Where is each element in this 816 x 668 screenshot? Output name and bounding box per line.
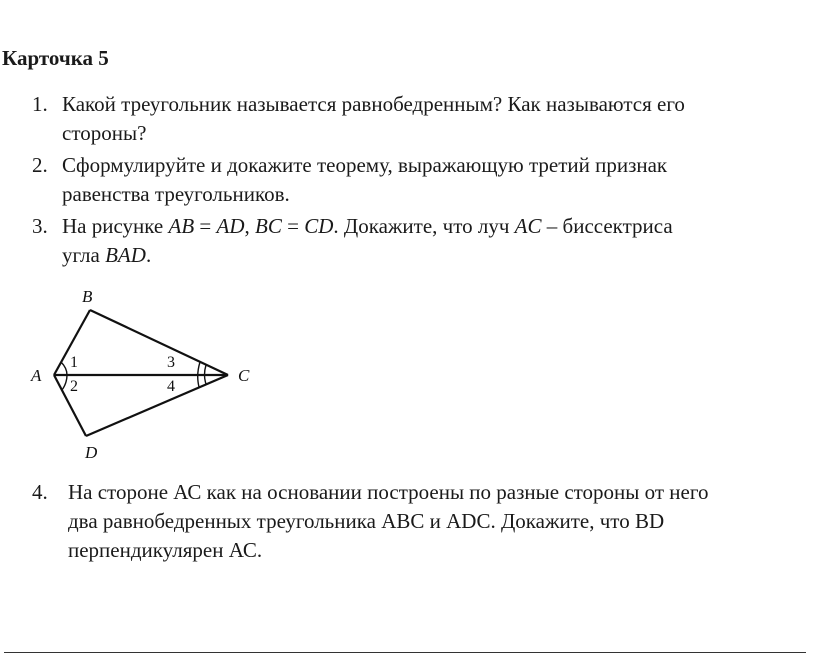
- segment-label: BC: [255, 214, 282, 238]
- vertex-label-b: B: [82, 287, 93, 306]
- question-line: перпендикулярен АС.: [68, 538, 263, 562]
- kite-figure: [0, 280, 300, 470]
- text-span: =: [281, 214, 305, 238]
- bottom-divider: [4, 652, 806, 653]
- text-span: =: [194, 214, 217, 238]
- text-span: . Докажите, что луч: [333, 214, 515, 238]
- question-text: [62, 212, 802, 270]
- question-number: 3.: [32, 214, 48, 238]
- angle-label: BAD: [105, 243, 146, 267]
- question-number: 2.: [32, 153, 48, 177]
- segment-bc: [90, 310, 228, 375]
- angle-label-4: 4: [167, 378, 175, 395]
- question-line: [62, 241, 802, 270]
- question-line: равенства треугольников.: [62, 182, 290, 206]
- vertex-label-a: A: [31, 366, 42, 385]
- vertex-label-c: C: [238, 366, 250, 385]
- question-line: стороны?: [62, 121, 147, 145]
- question-line: Какой треугольник называется равнобедренным? Как называются его: [62, 92, 685, 116]
- card-title: Карточка 5: [2, 46, 109, 70]
- angle-arc-a-lower: [62, 375, 67, 390]
- question-number: 4.: [32, 480, 48, 504]
- segment-label: AC: [514, 214, 542, 238]
- text-span: ,: [244, 214, 256, 238]
- text-span: .: [145, 243, 152, 267]
- text-span: На рисунке: [62, 214, 169, 238]
- question-number: 1.: [32, 92, 48, 116]
- question-line: Сформулируйте и докажите теорему, выражающую третий признак: [62, 153, 668, 177]
- question-text: [62, 151, 802, 209]
- question-text: [62, 90, 802, 148]
- angle-label-1: 1: [70, 354, 78, 371]
- question-line: На стороне АС как на основании построены по разные стороны от него: [68, 480, 709, 504]
- vertex-label-d: D: [85, 443, 98, 462]
- angle-label-2: 2: [70, 378, 78, 395]
- segment-label: AB: [168, 214, 195, 238]
- text-span: угла: [62, 243, 106, 267]
- text-span: – биссектриса: [541, 214, 673, 238]
- question-line: [62, 212, 802, 241]
- segment-label: CD: [304, 214, 334, 238]
- question-text: [68, 478, 816, 565]
- question-line: два равнобедренных треугольника АВС и АDС. Докажите, что ВD: [68, 509, 665, 533]
- angle-label-3: 3: [167, 354, 175, 371]
- segment-cd: [86, 375, 228, 436]
- segment-label: AD: [216, 214, 245, 238]
- angle-arc-a-upper: [61, 362, 67, 375]
